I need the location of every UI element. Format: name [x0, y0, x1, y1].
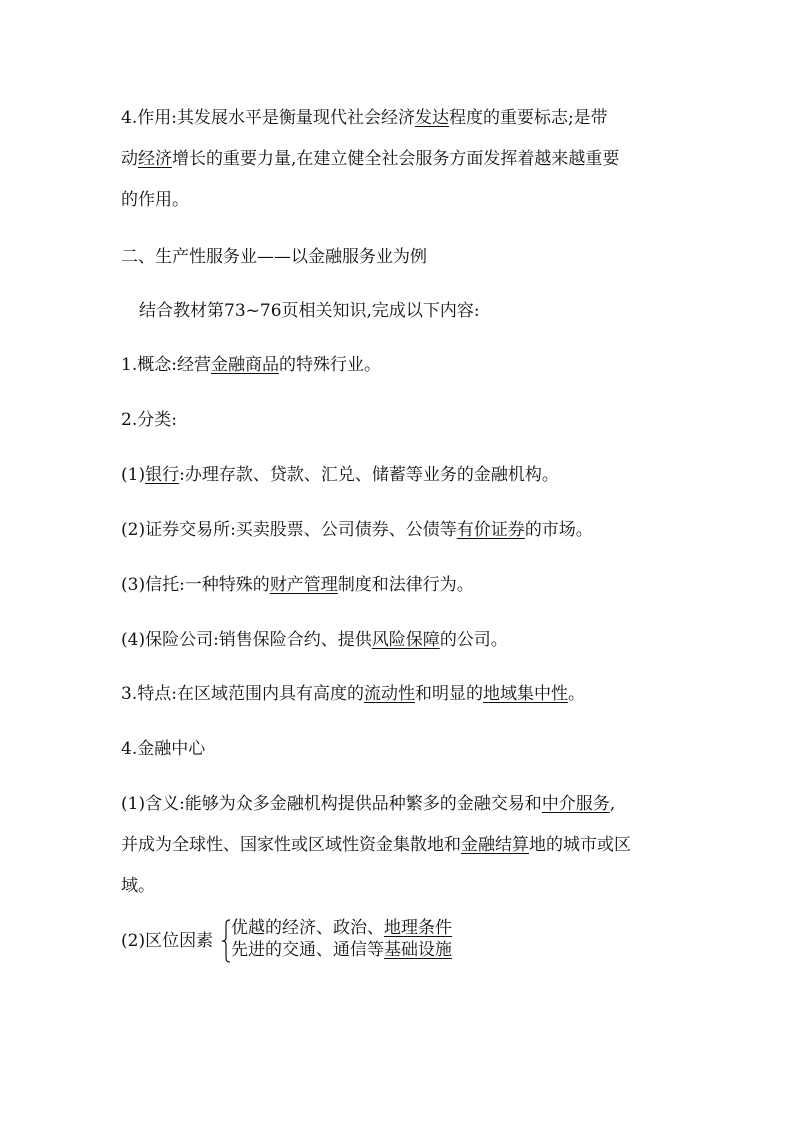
- text: :办理存款、贷款、汇兑、储蓄等业务的金融机构。: [179, 465, 559, 485]
- concept-line: [121, 353, 681, 377]
- role-line-3: [121, 188, 681, 212]
- text: 先进的交通、通信等: [231, 940, 384, 960]
- text: 优越的经济、政治、: [231, 918, 384, 938]
- text: 1.概念:经营: [121, 355, 211, 375]
- text: (1)含义:能够为众多金融机构提供品种繁多的金融交易和: [121, 794, 542, 814]
- underlined-answer: 基础设施: [384, 940, 452, 960]
- role-line-2: [121, 147, 681, 171]
- location-factors: [121, 917, 681, 965]
- brace-items: [231, 917, 452, 961]
- text: 的公司。: [439, 630, 508, 650]
- text: 并成为全球性、国家性或区域性资金集散地和: [121, 835, 461, 855]
- category-insurance: [121, 628, 681, 652]
- underlined-answer: 地域集中性: [482, 684, 568, 704]
- location-factor-2: [231, 939, 452, 961]
- underlined-answer: 金融商品: [210, 355, 279, 375]
- underlined-answer: 发达: [414, 108, 449, 128]
- text: ,: [609, 794, 616, 814]
- underlined-answer: 经济: [138, 149, 172, 169]
- text: 的作用。: [121, 190, 189, 210]
- text: 动: [121, 149, 138, 169]
- center-def-line-1: [121, 792, 681, 816]
- text: 程度的重要标志;是带: [448, 108, 608, 128]
- text: 的市场。: [524, 520, 593, 540]
- text: (2)证券交易所:买卖股票、公司债券、公债等: [121, 520, 457, 540]
- underlined-answer: 财产管理: [269, 575, 338, 595]
- text: (1): [121, 465, 146, 485]
- feature-line: [121, 682, 681, 706]
- category-title: 2.分类:: [121, 410, 177, 430]
- role-line-1: [121, 106, 681, 130]
- text: 地的城市或区: [529, 835, 631, 855]
- text: 和明显的: [414, 684, 483, 704]
- category-bank: [121, 463, 681, 487]
- intro-text: 结合教材第73~76页相关知识,完成以下内容:: [139, 301, 480, 321]
- underlined-answer: 流动性: [363, 684, 415, 704]
- text: (4)保险公司:销售保险合约、提供: [121, 630, 372, 650]
- section-heading: 二、生产性服务业——以金融服务业为例: [121, 247, 427, 267]
- center-title: 4.金融中心: [121, 739, 206, 759]
- location-label: (2)区位因素: [121, 931, 214, 951]
- location-factor-1: [231, 917, 452, 939]
- text: (3)信托:一种特殊的: [121, 575, 270, 595]
- center-def-line-2: [121, 833, 681, 857]
- underlined-answer: 有价证券: [456, 520, 525, 540]
- text: 的特殊行业。: [278, 355, 381, 375]
- category-trust: [121, 573, 681, 597]
- text: 增长的重要力量,在建立健全社会服务方面发挥着越来越重要: [172, 149, 620, 169]
- text: 3.特点:在区域范围内具有高度的: [121, 684, 364, 704]
- underlined-answer: 银行: [145, 465, 180, 485]
- text: 制度和法律行为。: [337, 575, 474, 595]
- text: 4.作用:其发展水平是衡量现代社会经济: [121, 108, 415, 128]
- underlined-answer: 风险保障: [371, 630, 440, 650]
- center-def-line-3: 域。: [121, 876, 155, 896]
- underlined-answer: 地理条件: [384, 918, 452, 938]
- underlined-answer: 中介服务: [541, 794, 610, 814]
- category-securities: [121, 518, 681, 542]
- underlined-answer: 金融结算: [461, 835, 529, 855]
- text: 。: [567, 684, 585, 704]
- curly-brace-icon: [221, 919, 231, 963]
